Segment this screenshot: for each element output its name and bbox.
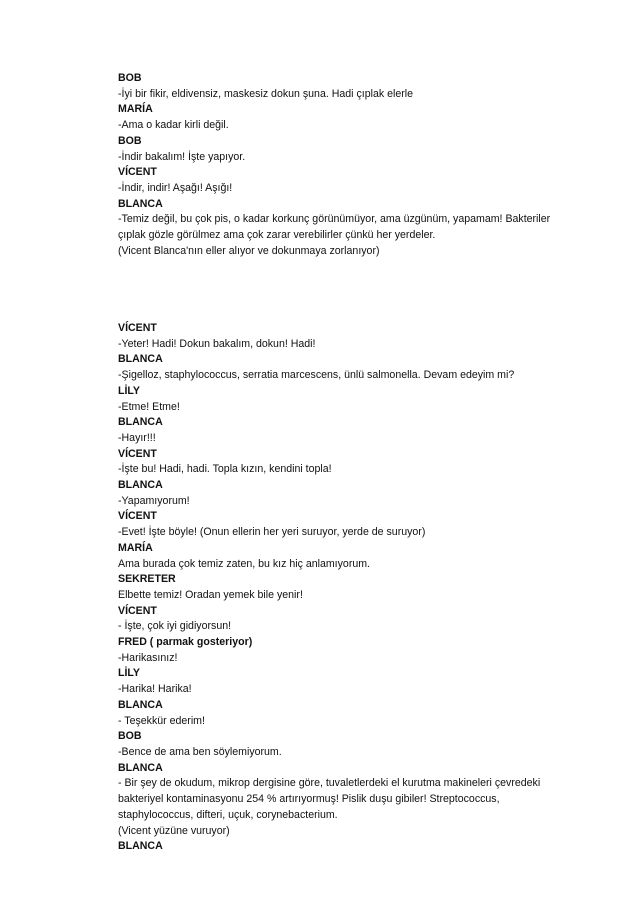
dialogue-line: -Hayır!!! [118, 431, 156, 444]
dialogue-line: (Vicent yüzüne vuruyor) [118, 824, 230, 837]
speaker-name: BLANCA [118, 416, 163, 429]
dialogue-line: -Yapamıyorum! [118, 494, 190, 507]
dialogue-line: -Bence de ama ben söylemiyorum. [118, 745, 282, 758]
speaker-name: BLANCA [118, 353, 163, 366]
dialogue-line: -İyi bir fikir, eldivensiz, maskesiz dokun şuna. Hadi çıplak elerle [118, 87, 413, 100]
dialogue-line: - Teşekkür ederim! [118, 714, 205, 727]
speaker-name: BLANCA [118, 840, 163, 853]
speaker-name: VÍCENT [118, 447, 157, 460]
dialogue-block-1 [118, 71, 588, 259]
dialogue-line: -Etme! Etme! [118, 400, 180, 413]
speaker-name: BLANCA [118, 197, 163, 210]
speaker-name: BLANCA [118, 761, 163, 774]
speaker-name: MARÍA [118, 541, 153, 554]
speaker-name: VÍCENT [118, 322, 157, 334]
dialogue-line: -Temiz değil, bu çok pis, o kadar korkunç görünümüyor, ama üzgünüm, yapamam! Bakteriler [118, 213, 551, 226]
dialogue-line: -Ama o kadar kirli değil. [118, 119, 229, 132]
dialogue-line: -Şigelloz, staphylococcus, serratia marcescens, ünlü salmonella. Devam edeyim mi? [118, 369, 515, 382]
speaker-name: BOB [118, 134, 142, 147]
speaker-name: BOB [118, 72, 142, 84]
speaker-name: VÍCENT [118, 604, 157, 617]
dialogue-line: -Yeter! Hadi! Dokun bakalım, dokun! Hadi! [118, 337, 316, 350]
speaker-name: VÍCENT [118, 166, 157, 179]
dialogue-line: Ama burada çok temiz zaten, bu kız hiç anlamıyorum. [118, 557, 371, 570]
speaker-name: FRED ( parmak gosteriyor) [118, 636, 253, 649]
speaker-name: BLANCA [118, 698, 163, 711]
dialogue-line: bakteriyel kontaminasyonu 254 % artırıyormuş! Pislik duşu gibiler! Streptococcus, [118, 793, 500, 806]
speaker-name: VÍCENT [118, 510, 157, 523]
dialogue-block-2 [118, 321, 588, 855]
dialogue-line: -Harika! Harika! [118, 683, 192, 696]
dialogue-line: -İndir, indir! Aşağı! Aşığı! [118, 181, 233, 194]
speaker-name: MARÍA [118, 103, 153, 116]
dialogue-line: çıplak gözle görülmez ama çok zarar verebilirler çünkü her yerdeler. [118, 229, 436, 242]
speaker-name: BOB [118, 730, 142, 743]
speaker-name: BLANCA [118, 479, 163, 492]
dialogue-line: -Evet! İşte böyle! (Onun ellerin her yeri suruyor, yerde de suruyor) [118, 526, 426, 539]
dialogue-line: - İşte, çok iyi gidiyorsun! [118, 620, 232, 633]
dialogue-line: - Bir şey de okudum, mikrop dergisine göre, tuvaletlerdeki el kurutma makineleri çevredeki [118, 777, 541, 790]
dialogue-line: -İşte bu! Hadi, hadi. Topla kızın, kendini topla! [118, 463, 332, 476]
dialogue-line: -İndir bakalım! İşte yapıyor. [118, 150, 246, 163]
dialogue-line: -Harikasınız! [118, 651, 178, 664]
speaker-name: LİLY [118, 384, 140, 397]
dialogue-line: Elbette temiz! Oradan yemek bile yenir! [118, 588, 303, 601]
dialogue-line: (Vicent Blanca'nın eller alıyor ve dokunmaya zorlanıyor) [118, 244, 380, 257]
dialogue-line: staphylococcus, difteri, uçuk, corynebacterium. [118, 808, 338, 821]
speaker-name: SEKRETER [118, 573, 176, 586]
speaker-name: LİLY [118, 667, 140, 680]
